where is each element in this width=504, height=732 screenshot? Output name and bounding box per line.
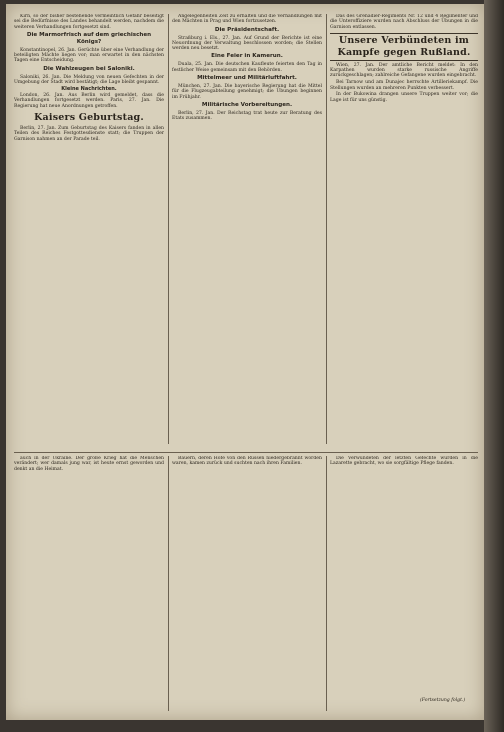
- bottom-column-2: [172, 456, 322, 711]
- article-text: Bei Tarnow und am Dunajec herrschte Artilleriekampf. Die Stellungen wurden an mehreren Punkten verbessert.: [330, 80, 478, 91]
- column-3: [330, 14, 478, 454]
- section-divider: [14, 452, 478, 453]
- article-text: auch in der Ukraine. Der große Krieg hat die Menschen verändert; wer damals jung war, ist heute ernst geworden und denkt an die Heimat.: [14, 456, 164, 472]
- article-text: Saloniki, 26. Jan. Die Meldung von neuen Gefechten in der Umgebung der Stadt wird bestätigt; die Lage bleibt gespannt.: [14, 74, 164, 86]
- bottom-column-3: [330, 456, 478, 691]
- article-text: Angelegenheiten Zeit zu erhalten und die Verhandlungen mit den Mächten in Prag und Wien fortzusetzen.: [172, 14, 322, 25]
- newspaper-page: [6, 4, 484, 720]
- bottom-column-1: [14, 456, 164, 711]
- column-1: [14, 14, 164, 454]
- article-heading: Eine Feier in Kamerun.: [211, 53, 283, 60]
- article-text: In der Bukowina drangen unsere Truppen weiter vor; die Lage ist für uns günstig.: [330, 92, 478, 103]
- article-heading: Kleine Nachrichten.: [61, 85, 117, 92]
- article-heading: Militärische Vorbereitungen.: [201, 101, 293, 108]
- article-heading: Die Präsidentschaft.: [214, 26, 280, 33]
- article-heading: Die Marmorfrisch auf dem griechischen Königs?: [26, 31, 152, 45]
- article-text: Straßburg i. Els., 27. Jan. Auf Grund der Berichte ist eine Neuordnung der Verwaltung beschlossen worden; die Stellen werden neu besetzt.: [172, 35, 322, 52]
- article-text: Konstantinopel, 26. Jan. Gerüchte über eine Verhandlung der beteiligten Mächte liegen vor; man erwartet in den nächsten Tagen eine Entscheidung.: [14, 47, 164, 64]
- headline: Kaisers Geburtstag.: [34, 112, 144, 124]
- binding-edge: [484, 0, 504, 732]
- article-text: Die Verwundeten der letzten Gefechte wurden in die Lazarette gebracht, wo sie sorgfältige Pflege fanden.: [330, 456, 478, 467]
- article-text: Bauern, deren Höfe von den Russen niedergebrannt worden waren, kamen zurück und suchten nach ihren Familien.: [172, 456, 322, 467]
- article-text: Das des Grenadier-Regiments Nr. 12 und 4 Regimenter und die Unteroffiziere wurden nach Abschluss der Übungen in die Garnison entlassen.: [330, 14, 478, 30]
- article-text: Berlin, 27. Jan. Der Reichstag trat heute zur Beratung des Etats zusammen.: [172, 110, 322, 122]
- article-text: London, 26. Jan. Aus Berlin wird gemeldet, dass die Verhandlungen fortgesetzt werden. Paris, 27. Jan. Die Regierung hat neue Anordnungen getroffen.: [14, 93, 164, 109]
- column-divider: [168, 456, 169, 711]
- article-text: Berlin, 27. Jan. Zum Geburtstag des Kaisers fanden in allen Teilen des Reiches Festgottesdienste statt; die Truppen der Garnison nahmen an der Parade teil.: [14, 126, 164, 142]
- headline: Unsere Verbündeten im Kampfe gegen Rußland.: [330, 33, 478, 61]
- continuation-note: (Fortsetzung folgt.): [420, 698, 466, 703]
- article-text: München, 27. Jan. Die bayerische Regierung hat die Mittel für die Flugzeugabteilung genehmigt; die Übungen beginnen im Frühjahr.: [172, 84, 322, 100]
- article-text: Wien, 27. Jan. Der amtliche Bericht meldet: In den Karpathen wurden starke russische Angriffe zurückgeschlagen; zahlreiche Gefangene wurden eingebracht.: [330, 62, 478, 79]
- article-heading: Mittelmeer und Militärluftfahrt.: [197, 75, 297, 82]
- article-heading: Die Wahlzeugen bei Saloniki.: [43, 65, 135, 72]
- column-2: [172, 14, 322, 454]
- column-divider: [168, 14, 169, 444]
- column-divider: [326, 14, 327, 444]
- article-text: Duala, 25. Jan. Die deutschen Kaufleute feierten den Tag in festlicher Weise gemeinsam mit den Behörden.: [172, 62, 322, 73]
- column-divider: [326, 456, 327, 711]
- article-text: Kirn, so der bisher bestehende vermeintlich Gefahr beseitigt sei die Bedürfnisse des Landes behandelt werden, nachdem die weiteren Verhandlungen fortgesetzt sind.: [14, 14, 164, 30]
